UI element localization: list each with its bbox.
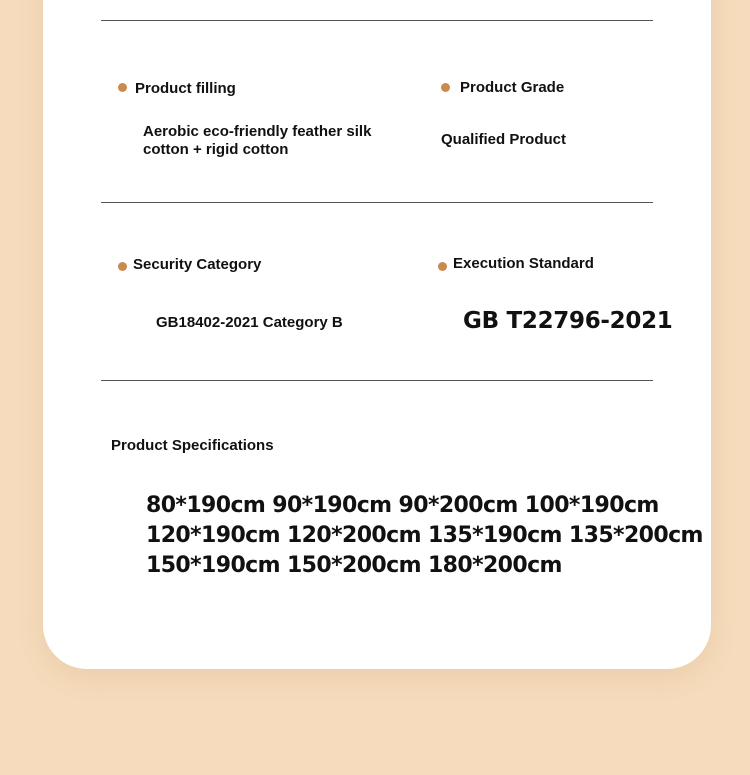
- product-grade-value: Qualified Product: [441, 131, 567, 148]
- spec-line: 120*190cm 120*200cm 135*190cm 135*200cm: [146, 523, 703, 548]
- divider-bottom: [101, 380, 653, 381]
- bullet-dot-icon: [118, 83, 127, 92]
- divider-top: [101, 20, 653, 21]
- spec-line: 80*190cm 90*190cm 90*200cm 100*190cm: [146, 493, 659, 518]
- bullet-dot-icon: [438, 262, 447, 271]
- execution-standard-label: Execution Standard: [453, 255, 594, 272]
- security-category-value: GB18402-2021 Category B: [156, 314, 343, 331]
- bullet-dot-icon: [118, 262, 127, 271]
- execution-standard-value: GB T22796-2021: [463, 308, 673, 334]
- divider-middle: [101, 202, 653, 203]
- spec-line: 150*190cm 150*200cm 180*200cm: [146, 553, 562, 578]
- product-filling-label: Product filling: [135, 80, 236, 97]
- specifications-title: Product Specifications: [111, 437, 274, 454]
- specifications-list: [146, 491, 703, 581]
- product-grade-label: Product Grade: [460, 79, 565, 96]
- bullet-dot-icon: [441, 83, 450, 92]
- product-filling-value: Aerobic eco-friendly feather silk cotton + rigid cotton: [143, 123, 372, 158]
- security-category-label: Security Category: [133, 256, 262, 273]
